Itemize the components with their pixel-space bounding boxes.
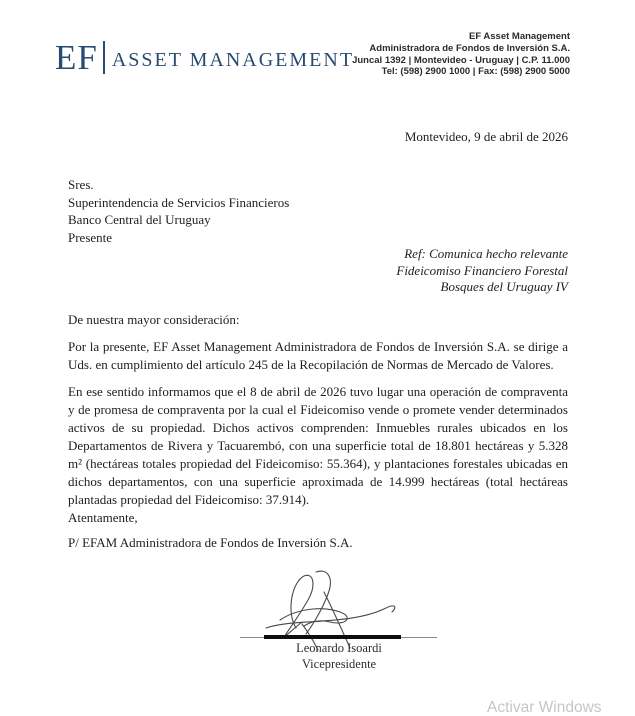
reference-block bbox=[396, 246, 568, 296]
recipient-line: Sres. bbox=[68, 177, 94, 192]
signature-image bbox=[258, 568, 408, 652]
signer-name: Leonardo Isoardi bbox=[296, 641, 382, 655]
company-contact-block bbox=[352, 31, 570, 78]
body-paragraph: En ese sentido informamos que el 8 de abril de 2026 tuvo lugar una operación de compraventa y de promesa de compraventa por la cual el Fideicomiso vende o promete vender determinados activos de su propiedad. Dichos activos comprenden: Inmuebles rurales ubicados en los Departamentos de Rivera y Tacuarembó, con una superficie total de 18.801 hectáreas y 5.328 m² (hectáreas totales propiedad del Fideicomiso: 55.364), y plantaciones forestales ubicadas en dichos departamentos, con una superficie aproximada de 14.999 hectáreas (total hectáreas plantadas propiedad del Fideicomiso: 37.914). bbox=[68, 384, 568, 507]
reference-line: Bosques del Uruguay IV bbox=[440, 279, 568, 295]
recipient-block bbox=[68, 176, 289, 246]
company-phone-fax: Tel: (598) 2900 1000 | Fax: (598) 2900 5000 bbox=[381, 66, 570, 78]
ef-logo bbox=[55, 40, 354, 75]
company-subtitle: Administradora de Fondos de Inversión S.A. bbox=[369, 42, 570, 54]
closing-line: Atentamente, bbox=[68, 510, 138, 525]
body-paragraph: Por la presente, EF Asset Management Administradora de Fondos de Inversión S.A. se dirige a Uds. en cumplimiento del artículo 245 de la Recopilación de Normas de Mercado de Valores. bbox=[68, 339, 568, 372]
signature-line-bold bbox=[264, 635, 401, 639]
ef-logo-initials: EF bbox=[55, 38, 98, 77]
company-address: Juncal 1392 | Montevideo - Uruguay | C.P. 11.000 bbox=[352, 54, 570, 66]
recipient-line: Presente bbox=[68, 229, 113, 245]
ef-logo-divider bbox=[103, 41, 105, 74]
recipient-line: Banco Central del Uruguay bbox=[68, 212, 211, 228]
recipient-line: Superintendencia de Servicios Financieros bbox=[68, 194, 290, 210]
signature-org-line: P/ EFAM Administradora de Fondos de Inversión S.A. bbox=[68, 535, 353, 550]
ef-logo-wordmark: ASSET MANAGEMENT bbox=[111, 48, 355, 71]
signer-title: Vicepresidente bbox=[301, 657, 377, 671]
salutation: De nuestra mayor consideración: bbox=[68, 312, 240, 327]
date-line: Montevideo, 9 de abril de 2026 bbox=[404, 129, 568, 144]
windows-activation-watermark: Activar Windows bbox=[487, 699, 602, 716]
reference-line: Ref: Comunica hecho relevante bbox=[404, 246, 568, 261]
reference-line: Fideicomiso Financiero Forestal bbox=[396, 262, 568, 278]
company-name: EF Asset Management bbox=[468, 31, 570, 42]
